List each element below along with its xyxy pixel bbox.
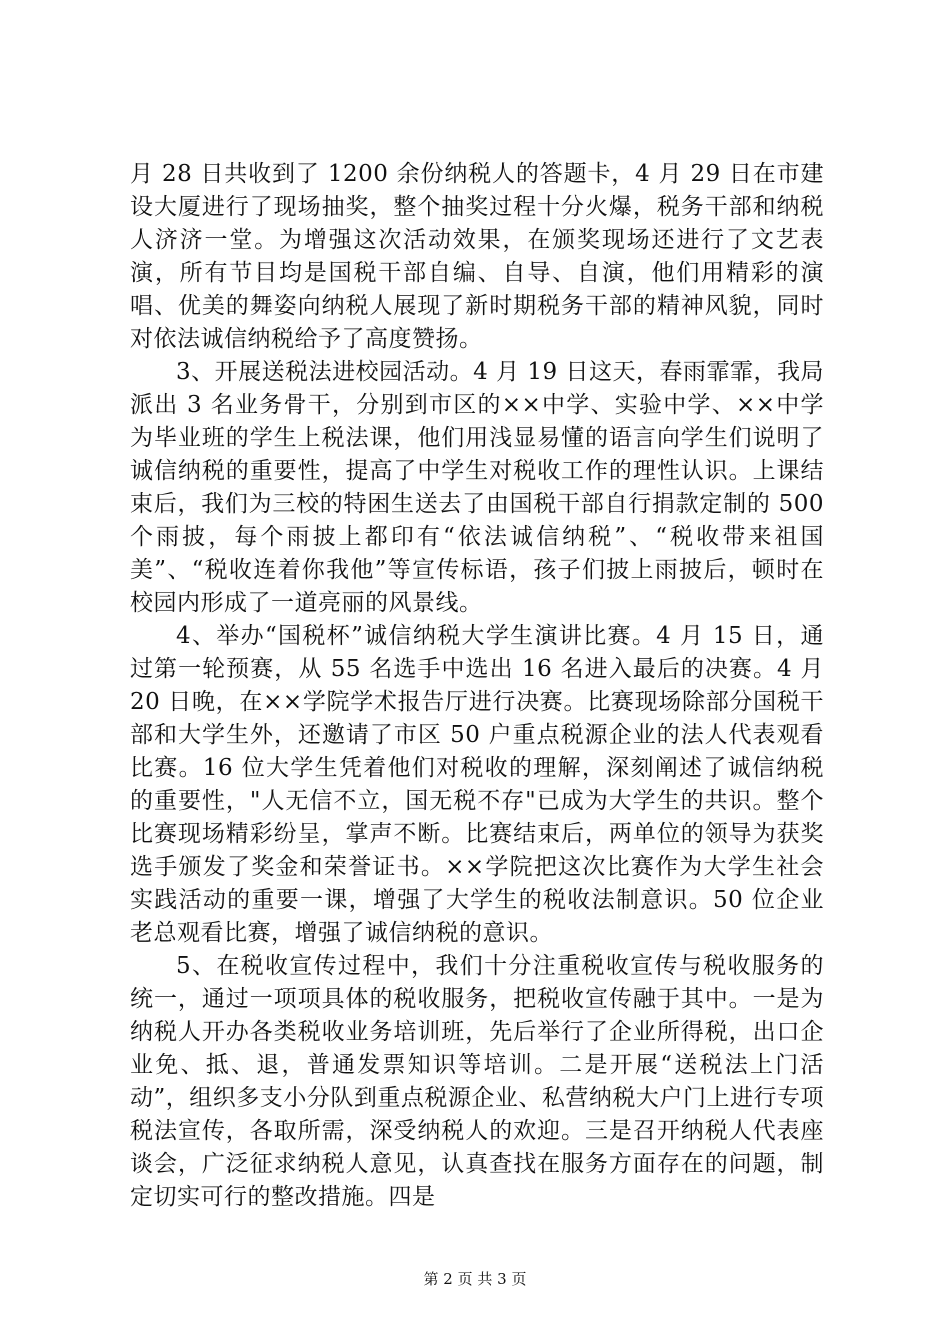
paragraph-continuation: 月 28 日共收到了 1200 余份纳税人的答题卡，4 月 29 日在市建设大厦进行了现场抽奖，整个抽奖过程十分火爆，税务干部和纳税人济济一堂。为增强这次活动效果，在颁奖现场还进行了文艺表演，所有节目均是国税干部自编、自导、自演，他们用精彩的演唱、优美的舞姿向纳税人展现了新时期税务干部的精神风貌，同时对依法诚信纳税给予了高度赞扬。 <box>130 161 824 352</box>
page-footer: 第 2 页 共 3 页 <box>423 1270 527 1288</box>
paragraph-item-5: 5、在税收宣传过程中，我们十分注重税收宣传与税收服务的统一，通过一项项具体的税收服务，把税收宣传融于其中。一是为纳税人开办各类税收业务培训班，先后举行了企业所得税，出口企业免、抵、退，普通发票知识等培训。二是开展“送税法上门活动”，组织多支小分队到重点税源企业、私营纳税大户门上进行专项税法宣传，各取所需，深受纳税人的欢迎。三是召开纳税人代表座谈会，广泛征求纳税人意见，认真查找在服务方面存在的问题，制定切实可行的整改措施。四是 <box>130 953 824 1210</box>
paragraph-item-3: 3、开展送税法进校园活动。4 月 19 日这天，春雨霏霏，我局派出 3 名业务骨干，分别到市区的××中学、实验中学、××中学为毕业班的学生上税法课，他们用浅显易懂的语言向学生们说明了诚信纳税的重要性，提高了中学生对税收工作的理性认识。上课结束后，我们为三校的特困生送去了由国税干部自行捐款定制的 500 个雨披，每个雨披上都印有“依法诚信纳税”、“税收带来祖国美”、“税收连着你我他”等宣传标语，孩子们披上雨披后，顿时在校园内形成了一道亮丽的风景线。 <box>130 359 824 616</box>
document-body <box>130 158 824 1214</box>
paragraph-item-4: 4、举办“国税杯”诚信纳税大学生演讲比赛。4 月 15 日，通过第一轮预赛，从 55 名选手中选出 16 名进入最后的决赛。4 月 20 日晚，在××学院学术报告厅进行决赛。比赛现场除部分国税干部和大学生外，还邀请了市区 50 户重点税源企业的法人代表观看比赛。16 位大学生凭着他们对税收的理解，深刻阐述了诚信纳税的重要性，"人无信不立，国无税不存"已成为大学生的共识。整个比赛现场精彩纷呈，掌声不断。比赛结束后，两单位的领导为获奖选手颁发了奖金和荣誉证书。××学院把这次比赛作为大学生社会实践活动的重要一课，增强了大学生的税收法制意识。50 位企业老总观看比赛，增强了诚信纳税的意识。 <box>130 623 824 946</box>
